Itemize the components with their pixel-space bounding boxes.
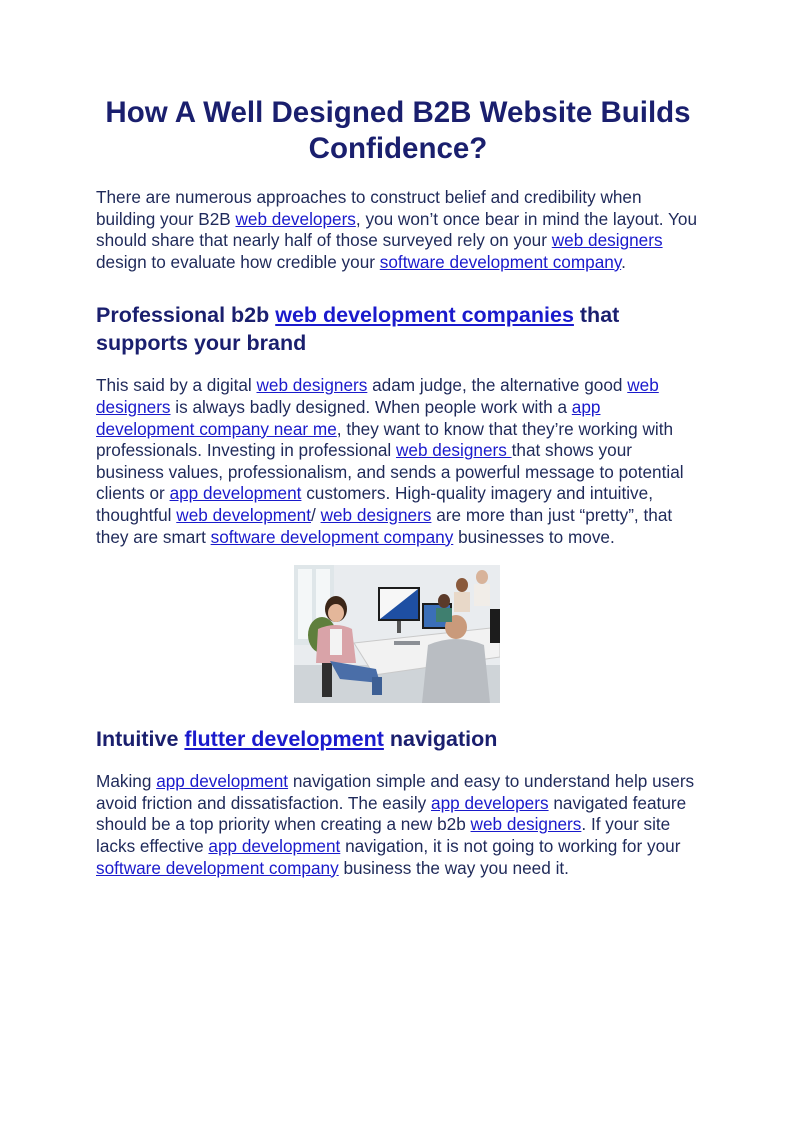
text: is always badly designed. When people work with a [170,396,572,417]
shirt [330,629,342,655]
leg [372,677,382,695]
text: business the way you need it. [338,857,569,878]
link-web-development[interactable]: web development [176,504,312,525]
text: , you won’t once bear in mind the layout. You should share that nearly half of those surveyed rely on your [96,208,698,251]
link-app-developers[interactable]: app developers [431,792,549,813]
link-web-designers[interactable]: web designers [551,230,663,251]
intro-paragraph [96,187,700,273]
text: Intuitive [96,727,185,752]
monitor-stand [397,621,401,633]
text: , they want to know that they’re working with professionals. Investing in professional [96,418,674,461]
link-web-designers[interactable]: web designers [256,375,368,396]
text: are more than just “pretty”, that they are smart [96,504,673,547]
office-team-photo [294,565,500,703]
text: businesses to move. [453,526,615,547]
text: adam judge, the alternative good [367,375,628,396]
text: There are numerous approaches to construct belief and credibility when building your B2B [96,187,642,229]
link-software-development-company[interactable]: software development company [210,526,454,547]
person-body [474,584,490,606]
text: navigation [383,727,498,752]
section-heading-navigation [96,725,700,753]
text: Professional b2b [96,303,276,328]
monitor [490,609,500,643]
link-app-development[interactable]: app development [156,771,289,792]
link-app-development-company-near-me[interactable]: app development company near me [96,396,601,439]
link-software-development-company[interactable]: software development company [379,251,622,272]
text: This said by a digital [96,375,257,396]
section-navigation-paragraph [96,771,700,879]
link-web-designers[interactable]: web designers [470,814,582,835]
person-body [436,608,452,622]
text: . [621,251,626,272]
face [328,604,344,622]
link-flutter-development[interactable]: flutter development [184,727,384,752]
text: navigation simple and easy to understand help users avoid friction and dissatisfaction. The easily [96,771,695,813]
text: design to evaluate how credible your [96,251,380,272]
grey-shirt [422,639,490,703]
text: . If your site lacks effective [96,814,671,856]
text: / [311,504,321,525]
link-web-designers[interactable]: web designers [96,375,659,417]
text: Making [96,771,157,792]
head [476,570,488,584]
text: customers. High-quality imagery and intuitive, thoughtful [96,483,653,525]
link-app-development[interactable]: app development [169,483,302,504]
page-title: How A Well Designed B2B Website Builds Confidence? [105,96,691,165]
text: navigation, it is not going to working for your [340,835,681,856]
link-software-development-company[interactable]: software development company [96,857,339,878]
head [438,594,450,608]
text: navigated feature should be a top priority when creating a new b2b [96,792,687,835]
link-web-developers[interactable]: web developers [235,208,356,229]
photo-illustration [294,565,500,703]
text: that shows your business values, professionalism, and sends a powerful message to potential clients or [96,440,684,504]
head [456,578,468,592]
link-web-designers[interactable]: web designers [396,440,512,461]
link-app-development[interactable]: app development [208,835,341,856]
document-page [96,95,700,879]
section-professional-paragraph [96,375,700,548]
link-web-development-companies[interactable]: web development companies [275,303,574,328]
person-body [454,592,470,612]
text: that supports your brand [96,303,620,356]
laptop [394,641,420,645]
section-heading-professional [96,301,700,357]
link-web-designers[interactable]: web designers [320,504,432,525]
